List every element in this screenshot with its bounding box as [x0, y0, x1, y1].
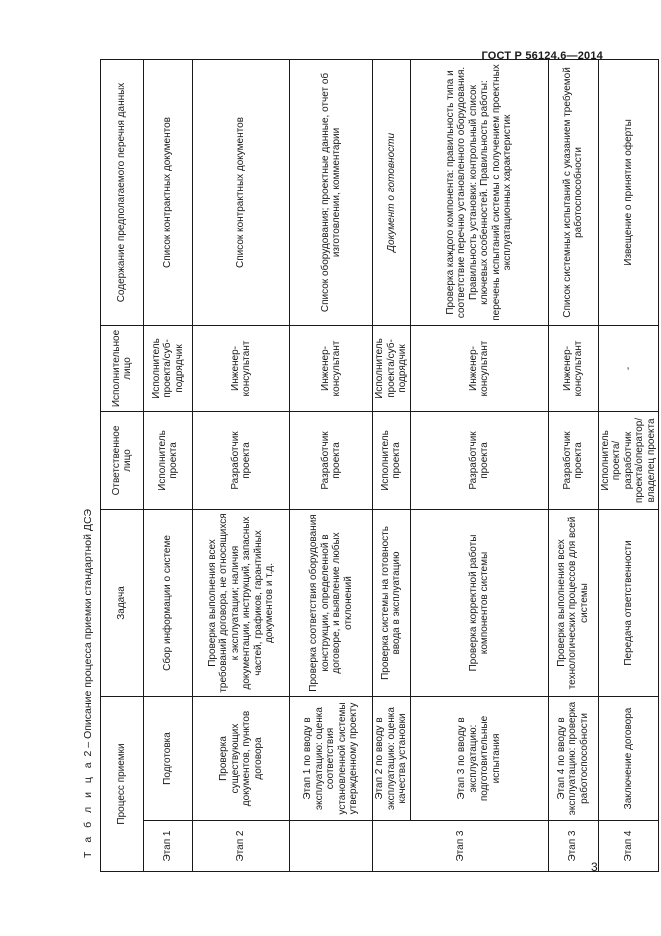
table-row — [548, 59, 598, 871]
responsible-cell: Разработчик проекта — [290, 411, 373, 509]
stage-cell: Этап 1 — [144, 821, 193, 872]
responsible-cell: Разработчик проекта — [410, 411, 548, 509]
responsible-cell: Исполнитель проекта — [373, 411, 411, 509]
task-cell: Передача ответственности — [598, 509, 659, 696]
process-cell: Заключение договора — [598, 696, 659, 820]
caption-number: 2 — [82, 750, 94, 757]
table-row — [193, 59, 290, 871]
header-content: Содержание предполагаемого перечня данных — [101, 59, 144, 325]
executor-cell: Инженер-консультант — [548, 325, 598, 411]
acceptance-process-table — [100, 59, 659, 872]
process-cell: Этап 1 по вводу в эксплуатацию: оценка соответствия установленной системы утвержденному проекту — [290, 696, 373, 820]
caption-text: – Описание процесса приемки стандартной ДСЭ — [82, 509, 94, 748]
stage-cell: Этап 3 — [548, 821, 598, 872]
content-cell: Проверка каждого компонента: правильность типа и соответствие перечню установленного оборудования. Правильность установки: контрольный список ключевых особенностей. Правильность работы: перечень испытаний системы с получением проектных эксплуатационных характеристик — [410, 59, 548, 325]
process-cell: Проверка существующих документов, пунктов договора — [193, 696, 290, 820]
table-row — [373, 59, 411, 871]
task-cell: Проверка выполнения всех технологических процессов для всей системы — [548, 509, 598, 696]
table-header-row — [101, 59, 144, 871]
executor-cell: Инженер-консультант — [193, 325, 290, 411]
content-cell: Список контрактных документов — [193, 59, 290, 325]
responsible-cell: Разработчик проекта — [548, 411, 598, 509]
content-cell: Извещение о принятии оферты — [598, 59, 659, 325]
table-row — [144, 59, 193, 871]
table-row — [410, 59, 548, 871]
caption-prefix: Т а б л и ц а — [82, 759, 94, 858]
executor-cell: - — [598, 325, 659, 411]
responsible-cell: Исполнитель проекта — [144, 411, 193, 509]
task-cell: Проверка системы на готовность ввода в эксплуатацию — [373, 509, 411, 696]
content-cell: Список оборудования; проектные данные, отчет об изготовлении, комментарии — [290, 59, 373, 325]
table-row — [290, 59, 373, 871]
table-row — [598, 59, 659, 871]
header-task: Задача — [101, 509, 144, 696]
content-cell: Список системных испытаний с указанием требуемой работоспособности — [548, 59, 598, 325]
table-caption — [82, 509, 94, 858]
executor-cell: Инженер-консультант — [410, 325, 548, 411]
process-cell: Этап 2 по вводу в эксплуатацию: оценка качества установки — [373, 696, 411, 820]
header-executor: Исполнительное лицо — [101, 325, 144, 411]
process-cell: Этап 3 по вводу в эксплуатацию: подготовительные испытания — [410, 696, 548, 820]
page-number: 3 — [591, 860, 598, 874]
executor-cell: Исполнитель проекта/суб-подрядчик — [144, 325, 193, 411]
responsible-cell: Разработчик проекта — [193, 411, 290, 509]
standard-designation: ГОСТ Р 56124.6—2014 — [481, 50, 603, 62]
content-cell: Список контрактных документов — [144, 59, 193, 325]
rotated-content — [80, 60, 657, 872]
stage-cell: Этап 4 — [598, 821, 659, 872]
stage-cell — [290, 821, 373, 872]
task-cell: Проверка выполнения всех требований договора, не относящихся к эксплуатации; наличия документации, инструкций, запасных частей, графиков, гарантийных документов и т.д. — [193, 509, 290, 696]
executor-cell: Инженер-консультант — [290, 325, 373, 411]
stage-cell: Этап 3 — [373, 821, 549, 872]
task-cell: Сбор информации о системе — [144, 509, 193, 696]
task-cell: Проверка соответствия оборудования конструкции, определенной в договоре, и выявление любых отклонений — [290, 509, 373, 696]
responsible-cell: Исполнитель проекта/разработчик проекта/оператор/владелец проекта — [598, 411, 659, 509]
header-responsible: Ответственное лицо — [101, 411, 144, 509]
rotated-table-area — [80, 60, 657, 872]
process-cell: Этап 4 по вводу в эксплуатацию: проверка работоспособности — [548, 696, 598, 820]
content-cell: Документ о готовности — [373, 59, 411, 325]
process-cell: Подготовка — [144, 696, 193, 820]
executor-cell: Исполнитель проекта/суб-подрядчик — [373, 325, 411, 411]
header-process: Процесс приемки — [101, 696, 144, 871]
task-cell: Проверка корректной работы компонентов системы — [410, 509, 548, 696]
stage-cell: Этап 2 — [193, 821, 290, 872]
